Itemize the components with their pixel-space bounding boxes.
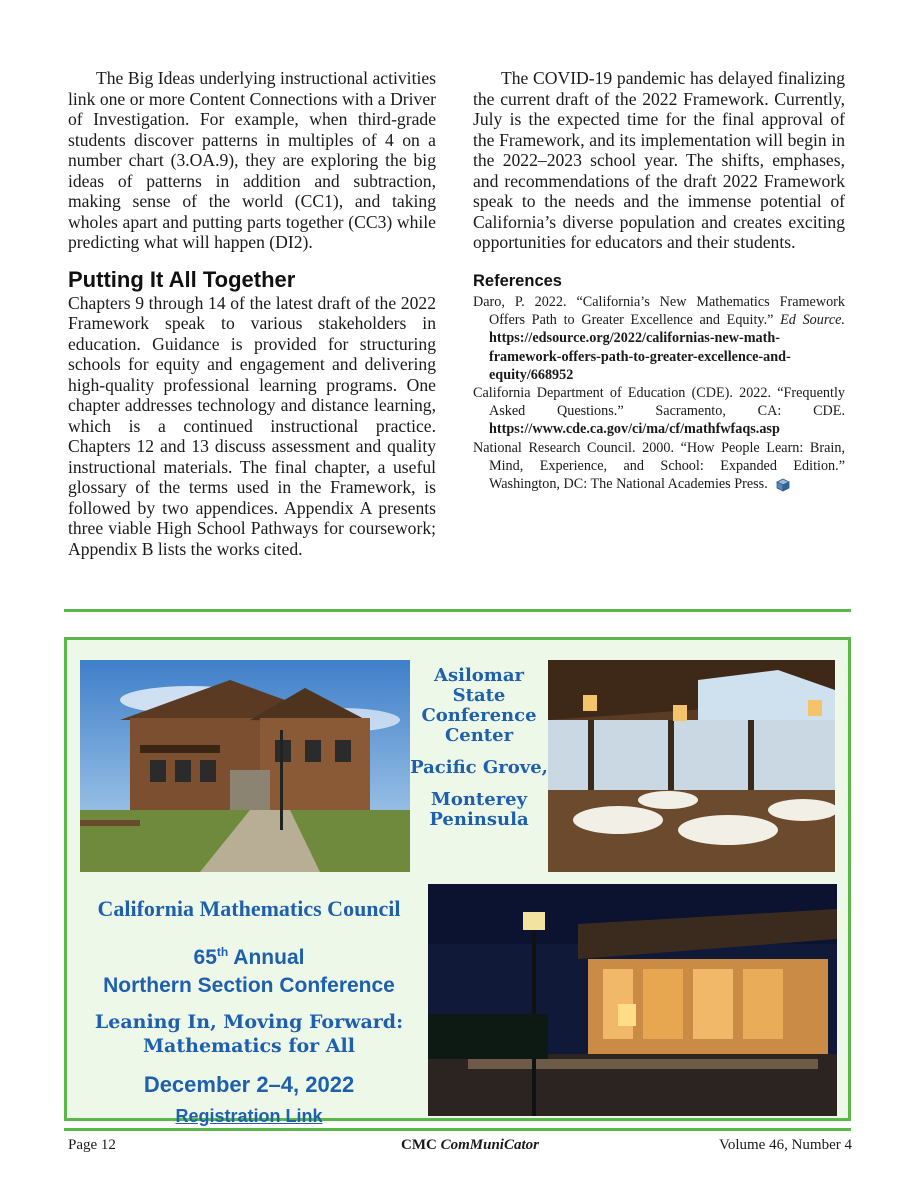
dining-hall-photo	[548, 660, 835, 872]
references-list	[473, 293, 845, 493]
cube-end-mark-icon	[776, 478, 790, 492]
lodge-photo	[80, 660, 410, 872]
reference-item: National Research Council. 2000. “How People Learn: Brain, Mind, Experience, and School: Expanded Edition.” Washington, DC: The National Academies Press.	[473, 439, 845, 493]
pavilion-photo	[428, 884, 837, 1116]
conference-title: 65th Annual Northern Section Conference	[103, 945, 395, 997]
conference-theme: Leaning In, Moving Forward: Mathematics for All	[94, 1011, 404, 1057]
divider-bottom	[64, 1128, 851, 1131]
registration-link[interactable]: Registration Link	[175, 1106, 323, 1126]
venue-city: Pacific Grove,	[410, 757, 548, 778]
reference-link[interactable]: https://edsource.org/2022/californias-new-math-framework-offers-path-to-greater-excellence-and-equity/668952	[489, 330, 791, 383]
section-heading: Putting It All Together	[68, 266, 296, 292]
venue-info	[410, 666, 548, 842]
conference-ad	[64, 637, 851, 1126]
left-column	[68, 68, 436, 559]
page-number: Page 12	[68, 1137, 116, 1153]
venue-name: Asilomar State Conference Center	[421, 665, 537, 746]
volume-info: Volume 46, Number 4	[718, 1137, 852, 1153]
conference-dates: December 2–4, 2022	[143, 1072, 355, 1097]
right-column	[473, 68, 845, 493]
reference-item: California Department of Education (CDE). 2022. “Frequently Asked Questions.” Sacramento, CA: CDE. https://www.cde.ca.gov/ci/ma/cf/mathfwfaqs.asp	[473, 385, 845, 438]
intro-paragraph: The Big Ideas underlying instructional activities link one or more Content Connections with a Driver of Investigation. For example, when third-grade students discover patterns in multiples of 4 on a number chart (3.OA.9), they are exploring the big ideas of patterns in addition and subtraction, making sense of the world (CC1), and taking wholes apart and putting parts together (CC3) while predicting what will happen (DI2).	[68, 68, 436, 252]
publication-name: CMC ComMuniCator	[401, 1137, 539, 1153]
reference-item: Daro, P. 2022. “California’s New Mathematics Framework Offers Path to Greater Excellence and Equity.” Ed Source. https://edsource.org/2022/californias-new-math-framework-offers-path-to-greater-excellence-and-equity/668952	[473, 294, 845, 383]
references-heading: References	[473, 271, 562, 290]
covid-paragraph: The COVID-19 pandemic has delayed finalizing the current draft of the 2022 Framework. Currently, July is the expected time for the final approval of the Framework, and its implementation will begin in the 2022–2023 school year. The shifts, emphases, and recommendations of the draft 2022 Framework speak to the needs and the immense potential of California’s diverse population and creates exciting opportunities for educators and their students.	[473, 68, 845, 252]
divider-top	[64, 609, 851, 612]
conference-details	[67, 896, 431, 1127]
reference-link[interactable]: https://www.cde.ca.gov/ci/ma/cf/mathfwfaqs.asp	[489, 421, 780, 438]
section-paragraph: Chapters 9 through 14 of the latest draft of the 2022 Framework speak to various stakeholders in education. Guidance is provided for structuring schools for equity and engagement and delivering high-quality professional learning programs. One chapter addresses technology and distance learning, which is a continued instructional practice. Chapters 12 and 13 discuss assessment and quality instructional materials. The final chapter, a useful glossary of the terms used in the Framework, is followed by two appendices. Appendix A presents three viable High School Pathways for coursework; Appendix B lists the works cited.	[68, 292, 436, 559]
org-name: California Mathematics Council	[97, 896, 401, 921]
venue-region: Monterey Peninsula	[429, 789, 529, 830]
